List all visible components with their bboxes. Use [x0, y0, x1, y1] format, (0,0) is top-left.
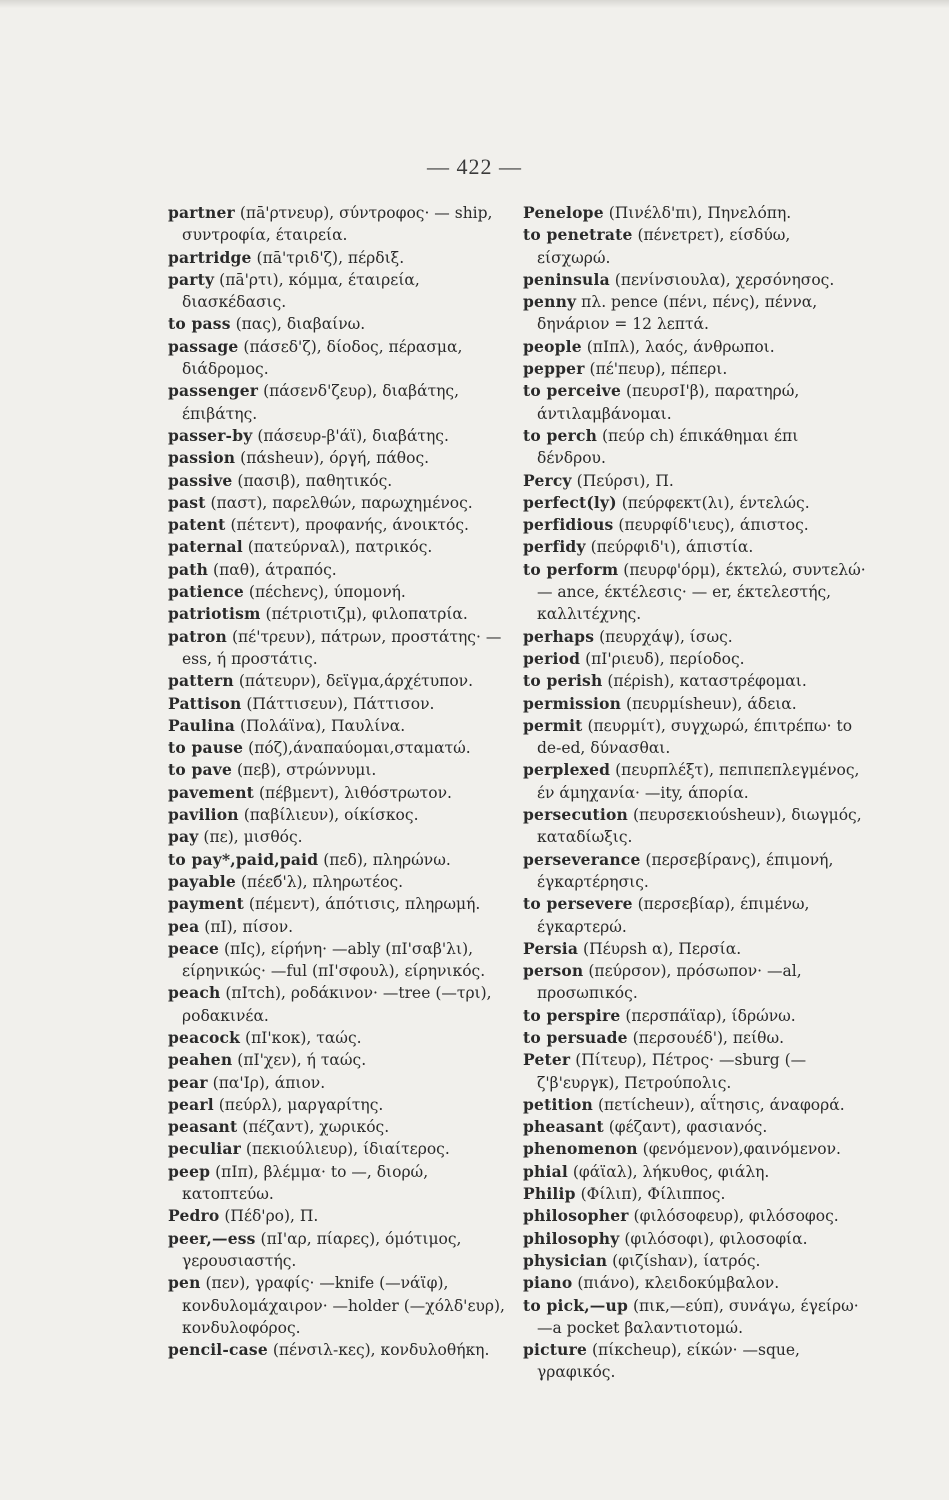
dictionary-entry: [168, 826, 513, 848]
entry-headword: Penelope: [523, 203, 604, 222]
entry-definition: (πα'Ιρ), άπιον.: [207, 1073, 326, 1092]
entry-definition: (πετίcheuν), αΐτησις, άναφορά.: [593, 1095, 845, 1114]
dictionary-entry: [523, 1339, 868, 1384]
entry-definition: (πατεύρναλ), πατρικός.: [242, 538, 433, 557]
entry-headword: perplexed: [523, 760, 611, 780]
entry-definition: (Πίτευρ), Πέτρος· —sburg (—ζ'β'ευργκ), Πετρούπολις.: [537, 1051, 807, 1092]
entry-definition: (Πινέλδ'πι), Πηνελόπη.: [603, 204, 792, 222]
entry-definition: (παθ), άτραπός.: [208, 560, 337, 579]
dictionary-entry: [523, 1272, 868, 1294]
entry-definition: (πέ'πευρ), πέπερι.: [584, 360, 728, 379]
entry-definition: (πā'τριδ'ζ), πέρδιξ.: [251, 248, 405, 267]
entry-definition: (Πέδ'ρο), Π.: [219, 1207, 319, 1226]
entry-definition: (πάσεδ'ζ), δίοδος, πέρασμα, διάδρομος.: [182, 337, 463, 379]
dictionary-entry: [168, 938, 513, 983]
entry-definition: (πΙ'ριευδ), περίοδος.: [580, 649, 745, 668]
entry-headword: Peter: [523, 1050, 571, 1070]
entry-headword: to penetrate: [523, 225, 633, 245]
dictionary-entry: [523, 648, 868, 670]
dictionary-entry: [523, 960, 868, 1005]
entry-definition: (φιλόσοφι), φιλοσοφία.: [619, 1229, 808, 1248]
entry-headword: peace: [168, 938, 220, 958]
dictionary-entry: [523, 1228, 868, 1250]
entry-headword: to perish: [523, 671, 603, 691]
entry-headword: picture: [523, 1340, 588, 1360]
dictionary-entry: [523, 715, 868, 760]
entry-definition: (πΙ'αρ, πίαρες), όμότιμος, γερουσιαστής.: [182, 1229, 462, 1270]
entry-headword: Percy: [523, 470, 572, 490]
dictionary-entry: [168, 536, 513, 558]
dictionary-entry: [523, 893, 868, 938]
entry-headword: permission: [523, 693, 622, 713]
dictionary-entry: [168, 447, 513, 469]
dictionary-entry: [168, 693, 513, 715]
entry-headword: payable: [168, 871, 236, 891]
dictionary-entry: [168, 425, 513, 447]
dictionary-entry: [168, 1161, 513, 1206]
dictionary-entry: [168, 759, 513, 781]
dictionary-entry: [523, 1205, 868, 1227]
entry-headword: to persuade: [523, 1027, 628, 1047]
entry-definition: (Πάττισευν), Πάττισον.: [241, 694, 435, 713]
entry-headword: to persevere: [523, 894, 633, 914]
dictionary-entry: [168, 247, 513, 269]
entry-headword: philosophy: [523, 1228, 620, 1248]
entry-definition: (πΙ'κοκ), ταώς.: [240, 1028, 362, 1047]
entry-headword: patience: [168, 582, 244, 602]
dictionary-entry: [523, 1295, 868, 1340]
dictionary-entry: [168, 603, 513, 625]
dictionary-entry: [523, 202, 868, 224]
entry-headword: peasant: [168, 1117, 238, 1137]
entry-definition: (πένετρετ), είσδύω, είσχωρώ.: [537, 226, 791, 267]
dictionary-entry: [523, 358, 868, 380]
dictionary-entry: [168, 380, 513, 425]
dictionary-entry: [168, 849, 513, 871]
dictionary-entry: [168, 1138, 513, 1160]
entry-definition: (πε), μισθός.: [198, 828, 303, 847]
dictionary-entry: [168, 715, 513, 737]
entry-definition: (πευρμίτ), συγχωρώ, έπιτρέπω· to de-ed, δύνασθαι.: [537, 716, 853, 758]
dictionary-entry: [168, 916, 513, 938]
entry-headword: peculiar: [168, 1139, 241, 1159]
entry-headword: Persia: [523, 938, 579, 958]
entry-headword: permit: [523, 715, 583, 735]
entry-definition: (Πεύρσι), Π.: [571, 471, 674, 490]
entry-headword: to perceive: [523, 381, 622, 401]
entry-definition: (Πέυρsh α), Περσία.: [578, 939, 742, 958]
entry-headword: to perspire: [523, 1005, 621, 1025]
dictionary-entry: [168, 670, 513, 692]
dictionary-entry: [523, 224, 868, 269]
entry-headword: passer-by: [168, 425, 253, 445]
dictionary-entry: [523, 559, 868, 626]
entry-definition: (περσεβίρανς), έπιμονή, έγκαρτέρησις.: [537, 850, 834, 891]
entry-definition: (πευρχάψ), ίσως.: [594, 627, 733, 646]
entry-headword: passive: [168, 470, 233, 490]
entry-definition: (πΙς), είρήνη· —ably (πΙ'σαβ'λι), είρηνικώς· —ful (πΙ'σφουλ), είρηνικός.: [182, 939, 486, 981]
entry-definition: (πένσιλ-κες), κονδυλοθήκη.: [267, 1341, 490, 1360]
dictionary-entry: [168, 313, 513, 335]
entry-headword: patriotism: [168, 604, 261, 624]
entry-headword: to perform: [523, 559, 619, 579]
entry-definition: (πΙτch), ροδάκινον· —tree (—τρι), ροδακινέα.: [182, 984, 492, 1025]
dictionary-entry: [168, 893, 513, 915]
dictionary-entry: [168, 982, 513, 1027]
dictionary-entry: [523, 380, 868, 425]
entry-definition: (πιάνο), κλειδοκύμβαλον.: [572, 1274, 780, 1293]
entry-headword: peach: [168, 983, 221, 1003]
dictionary-entry: [168, 1116, 513, 1138]
entry-definition: (πεύρφιδ'ι), άπιστία.: [585, 538, 754, 557]
dictionary-entry: [523, 470, 868, 492]
dictionary-entry: [523, 536, 868, 558]
entry-definition: (πΙ'χεν), ή ταώς.: [232, 1051, 367, 1070]
dictionary-entry: [168, 626, 513, 671]
entry-definition: (πā'ρτνευρ), σύντροφος· — ship, συντροφία, έταιρεία.: [182, 204, 493, 245]
entry-headword: payment: [168, 894, 244, 914]
dictionary-entry: [168, 492, 513, 514]
entry-headword: pencil-case: [168, 1340, 268, 1360]
entry-headword: pearl: [168, 1094, 214, 1114]
entry-headword: partner: [168, 203, 235, 222]
entry-headword: party: [168, 269, 215, 289]
entry-headword: perfect(ly): [523, 492, 617, 512]
dictionary-entry: [168, 1049, 513, 1071]
dictionary-entry: [168, 336, 513, 381]
dictionary-entry: [523, 759, 868, 804]
entry-headword: peep: [168, 1161, 211, 1181]
dictionary-entry: [523, 336, 868, 358]
dictionary-entry: [523, 670, 868, 692]
entry-definition: (περσπάϊαρ), ίδρώνω.: [620, 1006, 796, 1025]
entry-definition: (παβίλιευν), οίκίσκος.: [238, 806, 419, 825]
right-column: [523, 202, 868, 1384]
entry-definition: (πάσενδ'ζευρ), διαβάτης, έπιβάτης.: [182, 382, 460, 423]
entry-definition: (πέτριοτιζμ), φιλοπατρία.: [260, 605, 468, 624]
dictionary-entry: [523, 1094, 868, 1116]
entry-definition: (πάσευρ-β'άϊ), διαβάτης.: [252, 426, 449, 445]
entry-headword: peahen: [168, 1050, 233, 1070]
dictionary-entry: [168, 559, 513, 581]
entry-headword: to pave: [168, 760, 233, 780]
entry-headword: pavilion: [168, 805, 239, 825]
entry-definition: (πΙ), πίσον.: [199, 917, 294, 936]
entry-headword: to perch: [523, 425, 598, 445]
entry-headword: patent: [168, 515, 226, 535]
entry-headword: paternal: [168, 537, 243, 557]
entry-headword: piano: [523, 1273, 573, 1293]
dictionary-entry: [168, 804, 513, 826]
dictionary-entry: [523, 492, 868, 514]
entry-headword: to pay*,paid,paid: [168, 849, 319, 869]
entry-headword: peacock: [168, 1027, 241, 1047]
dictionary-entry: [523, 1138, 868, 1160]
dictionary-entry: [523, 291, 868, 336]
dictionary-entry: [523, 425, 868, 470]
entry-definition: (περσεβίαρ), έπιμένω, έγκαρτερώ.: [537, 895, 810, 936]
entry-headword: peninsula: [523, 269, 610, 289]
entry-definition: (πεύρσον), πρόσωπον· —al, προσωπικός.: [537, 962, 802, 1003]
dictionary-entry: [168, 737, 513, 759]
entry-headword: past: [168, 492, 206, 512]
entry-definition: (πόζ),άναπαύομαι,σταματώ.: [243, 739, 471, 758]
entry-definition: (πεύρλ), μαργαρίτης.: [213, 1095, 384, 1114]
entry-definition: (πā'ρτι), κόμμα, έταιρεία, διασκέδασις.: [182, 270, 420, 312]
entry-definition: (πεύρφεκτ(λι), έντελώς.: [616, 493, 810, 512]
entry-definition: (πας), διαβαίνω.: [230, 315, 366, 334]
entry-definition: (πέβμεντ), λιθόστρωτον.: [254, 783, 452, 802]
dictionary-entry: [168, 871, 513, 893]
dictionary-entry: [168, 1072, 513, 1094]
dictionary-entry: [523, 269, 868, 291]
entry-headword: to pass: [168, 314, 231, 334]
entry-headword: Paulina: [168, 715, 236, 735]
dictionary-entry: [168, 1027, 513, 1049]
entry-definition: (πεύρ ch) έπικάθημαι έπι δένδρου.: [537, 426, 799, 468]
dictionary-entry: [168, 782, 513, 804]
entry-definition: (πέμεντ), άπότισις, πληρωμή.: [243, 895, 481, 914]
dictionary-entry: [523, 1005, 868, 1027]
entry-definition: (πεν), γραφίς· —knife (—νάϊφ), κονδυλομάχαιρον· —holder (—χόλδ'ευρ), κονδυλοφόρος.: [182, 1274, 505, 1337]
entry-definition: (πευρσεκιούsheuν), διωγμός, καταδίωξις.: [537, 806, 862, 847]
entry-headword: passenger: [168, 381, 259, 401]
dictionary-entry: [523, 1161, 868, 1183]
dictionary-entry: [168, 202, 513, 247]
entry-headword: pheasant: [523, 1117, 604, 1137]
entry-definition: (πευρπλέξτ), πεπιπεπλεγμένος, έν άμηχανία· —ity, άπορία.: [537, 761, 860, 802]
entry-definition: (Φίλιπ), Φίλιππος.: [575, 1185, 726, 1204]
entry-headword: penny: [523, 292, 577, 312]
entry-definition: (πεβ), στρώννυμι.: [232, 761, 377, 780]
entry-headword: patron: [168, 626, 228, 646]
dictionary-entry: [168, 581, 513, 603]
dictionary-entry: [168, 1205, 513, 1227]
dictionary-entry: [523, 1049, 868, 1094]
page-number: — 422 —: [427, 154, 522, 179]
entry-headword: perfidy: [523, 537, 586, 557]
entry-definition: (πίκcheuρ), είκών· —sque, γραφικός.: [537, 1341, 800, 1382]
entry-definition: (πασιβ), παθητικός.: [232, 471, 393, 490]
entry-definition: (πέchενς), ύπομονή.: [243, 583, 406, 602]
dictionary-entry: [523, 514, 868, 536]
entry-headword: perfidious: [523, 515, 614, 535]
dictionary-entry: [523, 1183, 868, 1205]
dictionary-entry: [523, 626, 868, 648]
top-shadow: [0, 0, 949, 8]
entry-definition: (φιλόσοφευρ), φιλόσοφος.: [628, 1207, 839, 1226]
dictionary-entry: [523, 693, 868, 715]
entry-headword: peer,—ess: [168, 1228, 256, 1248]
dictionary-entry: [523, 938, 868, 960]
entry-headword: philosopher: [523, 1206, 629, 1226]
entry-definition: (πικ,—εύπ), συνάγω, έγείρω· —a pocket βαλαντιοτομώ.: [537, 1296, 859, 1337]
entry-headword: pay: [168, 827, 199, 847]
entry-headword: to pause: [168, 738, 244, 758]
entry-definition: (πεδ), πληρώνω.: [318, 850, 451, 869]
entry-definition: (πάsheuν), όργή, πάθος.: [235, 449, 430, 468]
entry-headword: pattern: [168, 671, 234, 691]
entry-headword: passage: [168, 336, 239, 356]
dictionary-entry: [168, 1339, 513, 1361]
dictionary-entry: [168, 269, 513, 314]
entry-headword: pavement: [168, 782, 255, 802]
entry-definition: (πάτευρν), δεϊγμα,άρχέτυπον.: [233, 672, 474, 691]
left-column: [168, 202, 513, 1361]
entry-definition: (πέτεντ), προφανής, άνοικτός.: [225, 516, 469, 535]
entry-definition: (πέ'τρευν), πάτρων, προστάτης· —ess, ή προστάτις.: [182, 627, 502, 668]
entry-definition: (πέρish), καταστρέφομαι.: [602, 672, 807, 691]
entry-headword: pepper: [523, 359, 585, 379]
entry-headword: pear: [168, 1072, 208, 1092]
entry-definition: (πέζαντ), χωρικός.: [237, 1118, 390, 1137]
dictionary-entry: [168, 514, 513, 536]
entry-definition: (πευρμίsheuν), άδεια.: [621, 694, 797, 713]
entry-definition: (πενίνσιουλα), χερσόνησος.: [609, 270, 835, 289]
dictionary-entry: [523, 1250, 868, 1272]
dictionary-entry: [523, 849, 868, 894]
dictionary-entry: [168, 470, 513, 492]
dictionary-entry: [168, 1228, 513, 1273]
entry-definition: (πευρφίδ'ιευς), άπιστος.: [613, 516, 809, 535]
entry-headword: partridge: [168, 247, 252, 267]
entry-definition: (πεκιούλιευρ), ίδιαίτερος.: [241, 1140, 450, 1159]
entry-headword: person: [523, 961, 584, 981]
entry-definition: (πέεб'λ), πληρωτέος.: [235, 872, 404, 891]
entry-headword: physician: [523, 1250, 608, 1270]
entry-definition: (πΙπλ), λαός, άνθρωποι.: [581, 337, 775, 356]
entry-headword: perhaps: [523, 626, 595, 646]
dictionary-entry: [523, 1027, 868, 1049]
entry-definition: (πΙπ), βλέμμα· to —, διορώ, κατοπτεύω.: [182, 1162, 429, 1204]
entry-headword: period: [523, 648, 581, 668]
entry-headword: petition: [523, 1094, 594, 1114]
entry-headword: Pedro: [168, 1206, 220, 1226]
entry-headword: pen: [168, 1273, 201, 1293]
entry-headword: Philip: [523, 1184, 576, 1204]
entry-definition: (περσουέδ'), πείθω.: [627, 1028, 785, 1047]
entry-definition: (πευρφ'όρμ), έκτελώ, συντελώ· — ance, έκτέλεσις· — er, έκτελεστής, καλλιτέχνης.: [537, 560, 866, 624]
entry-headword: people: [523, 336, 582, 356]
entry-headword: phenomenon: [523, 1139, 638, 1159]
entry-definition: (φάϊαλ), λήκυθος, φιάλη.: [567, 1162, 770, 1181]
entry-headword: pea: [168, 916, 200, 936]
entry-definition: (Πολάϊνα), Παυλίνα.: [235, 716, 406, 735]
entry-headword: phial: [523, 1161, 568, 1181]
entry-headword: to pick,—up: [523, 1295, 629, 1315]
entry-headword: path: [168, 559, 209, 579]
entry-definition: πλ. pence (πένι, πένς), πέννα, δηνάριον = 12 λεπτά.: [537, 293, 818, 334]
dictionary-entry: [168, 1094, 513, 1116]
dictionary-entry: [523, 804, 868, 849]
entry-headword: passion: [168, 448, 236, 468]
dictionary-entry: [523, 1116, 868, 1138]
dictionary-entry: [168, 1272, 513, 1339]
entry-definition: (πευρσΙ'β), παρατηρώ, άντιλαμβάνομαι.: [537, 382, 800, 423]
entry-definition: (φέζαντ), φασιανός.: [603, 1118, 768, 1137]
entry-headword: perseverance: [523, 849, 641, 869]
entry-definition: (παστ), παρελθών, παρωχημένος.: [205, 493, 473, 512]
entry-headword: persecution: [523, 805, 629, 825]
entry-headword: Pattison: [168, 693, 242, 713]
entry-definition: (φιζίshαν), ίατρός.: [607, 1251, 761, 1270]
entry-definition: (φενόμενον),φαινόμενον.: [637, 1140, 841, 1159]
